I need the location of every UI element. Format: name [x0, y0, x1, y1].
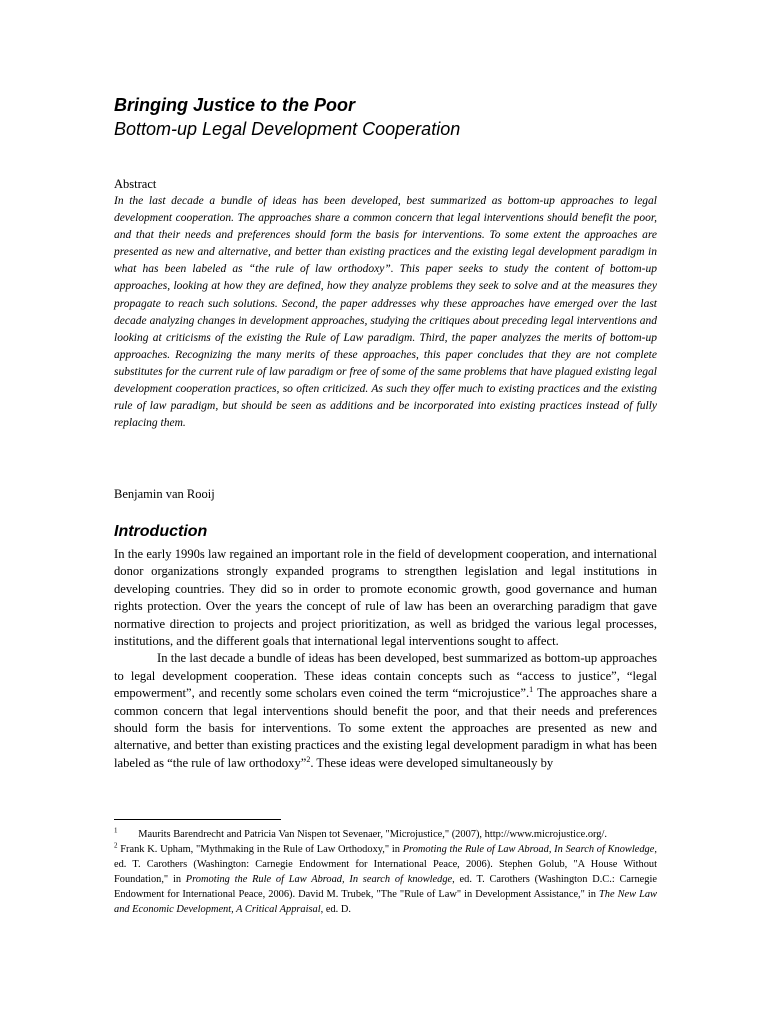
paragraph-2-text-b: The approaches share a common concern that legal interventions should benefit the poor, and that their needs and preferences should form the basis for interventions. To some extent the approaches are presented as new and alternative, and better than existing practices and the existing legal development paradigm in what has been labeled as “the rule of law orthodoxy” — [114, 686, 657, 770]
footnote-1-number: 1 — [114, 826, 118, 835]
footnote-2-part-2: , ed. T. Carothers (Washington: Carnegie Endowment for International Peace, 2006). Stephen Golub, "A House Without Foundation," in — [114, 844, 657, 885]
abstract-text: In the last decade a bundle of ideas has been developed, best summarized as bottom-up approaches to legal development cooperation. The approaches share a common concern that legal interventions should benefit the poor, and that their needs and preferences should form the basis for interventions. To some extent the approaches are presented as new and alternative, and better than existing practices and the existing legal development paradigm in what has been labeled as “the rule of law orthodoxy”. This paper seeks to study the content of bottom-up approaches, looking at how they are defined, how they analyze problems they seek to solve and at the measures they propagate to reach such solutions. Second, the paper addresses why these approaches have emerged over the last decade analyzing changes in development approaches, studying the critiques about preceding legal interventions and looking at criticisms of the existing the Rule of Law paradigm. Third, the paper analyzes the merits of bottom-up approaches. Recognizing the many merits of these approaches, this paper concludes that they are not complete substitutes for the current rule of law paradigm or free of some of the same problems that have plagued existing legal development cooperation practices, so often criticized. As such they offer much to existing practices and the existing rule of law paradigm, but should be seen as additions and be incorporated into existing practices instead of fully replacing them. — [114, 195, 657, 430]
footnote-1 — [114, 827, 657, 842]
footnote-2-number: 2 — [114, 841, 118, 850]
paper-title: Bringing Justice to the Poor — [114, 95, 356, 115]
paragraph-2-text-c: . These ideas were developed simultaneously by — [310, 755, 554, 770]
introduction-body — [114, 546, 657, 772]
paragraph-2-text-a: In the last decade a bundle of ideas has been developed, best summarized as bottom-up approaches to legal development cooperation. These ideas contain concepts such as “access to justice”, “legal empowerment”, and recently some scholars even coined the term “microjustice”. — [114, 651, 657, 701]
footnote-2 — [114, 842, 657, 917]
introduction-heading: Introduction — [114, 523, 208, 540]
footnote-2-part-1: Frank K. Upham, "Mythmaking in the Rule of Law Orthodoxy," in — [120, 844, 403, 855]
author-name: Benjamin van Rooij — [114, 487, 215, 501]
footnote-1-text: Maurits Barendrecht and Patricia Van Nispen tot Sevenaer, "Microjustice," (2007), http://www.microjustice.org/. — [138, 829, 607, 840]
footnote-2-part-4: , ed. D. — [320, 904, 351, 915]
footnote-2-book-3: The New Law and Economic Development, A Critical Appraisal — [114, 889, 657, 915]
footnote-ref-1[interactable]: 1 — [529, 685, 534, 695]
footnote-divider — [114, 819, 281, 820]
footnotes — [114, 827, 657, 917]
footnote-2-book-1: Promoting the Rule of Law Abroad, In Search of Knowledge — [402, 844, 655, 855]
abstract-heading: Abstract — [114, 177, 157, 191]
introduction-paragraph-2 — [114, 650, 657, 772]
footnote-2-part-3: , ed. T. Carothers (Washington D.C.: Carnegie Endowment for International Peace, 2006). David M. Trubek, "The "Rule of Law" in Development Assistance," in — [114, 874, 657, 900]
paper-subtitle: Bottom-up Legal Development Cooperation — [114, 119, 461, 139]
footnote-ref-2[interactable]: 2 — [306, 754, 311, 764]
introduction-paragraph-1: In the early 1990s law regained an important role in the field of development cooperation, and international donor organizations strongly expanded programs to strengthen legislation and legal institutions in developing countries. They did so in order to promote economic growth, good governance and human rights protection. Over the years the concept of rule of law has been an overarching paradigm that gave normative direction to projects and project prioritization, as well as bridged the various legal processes, institutions, and the different goals that international legal interventions sought to affect. — [114, 547, 657, 649]
footnote-2-book-2: Promoting the Rule of Law Abroad, In search of knowledge — [185, 874, 453, 885]
